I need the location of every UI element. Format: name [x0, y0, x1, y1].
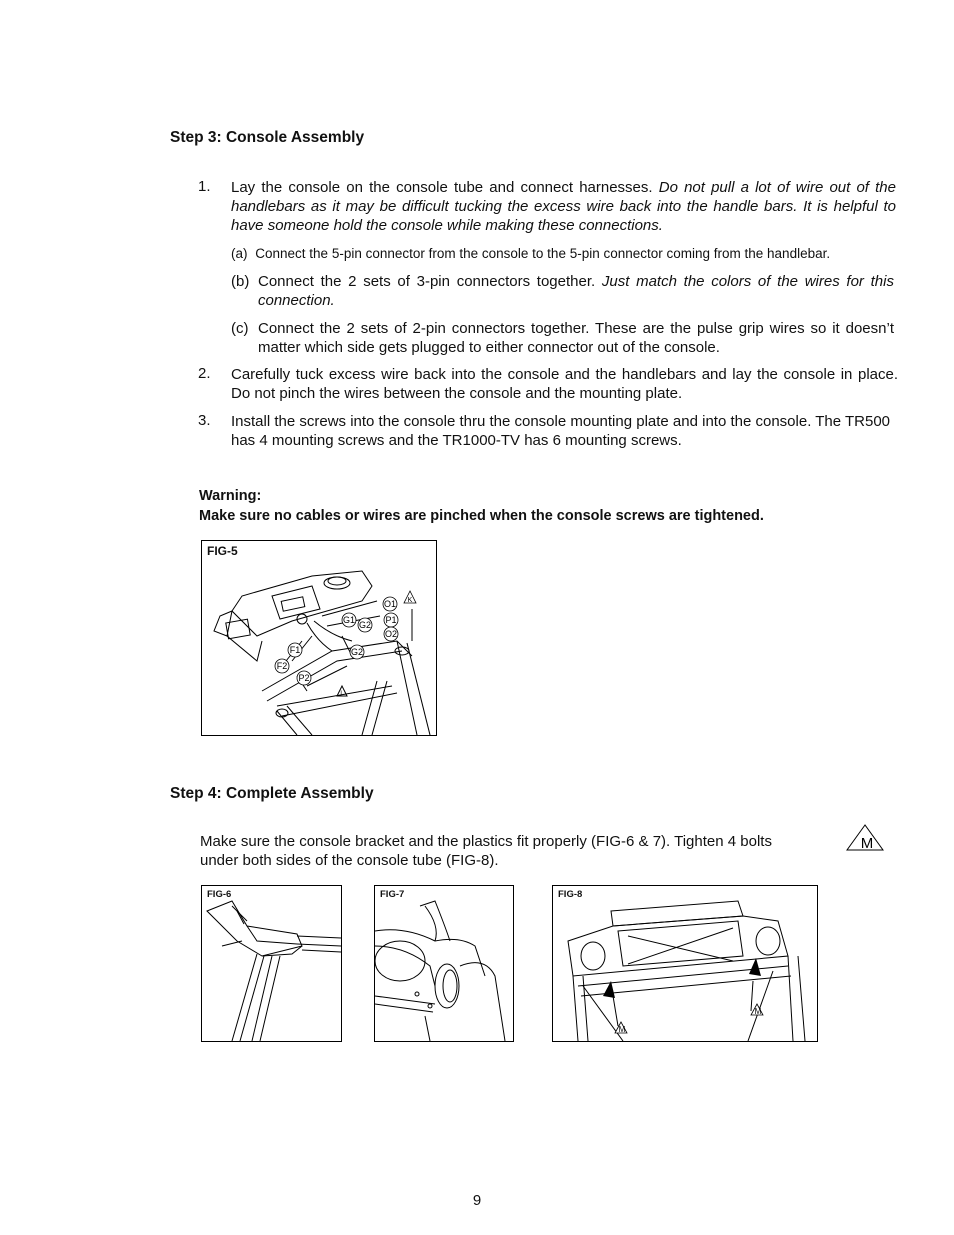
fig6-label: FIG-6 — [207, 889, 232, 900]
item-1-text — [231, 178, 896, 235]
fig6-drawing — [202, 886, 341, 1041]
bolt-m-symbol — [845, 823, 885, 853]
fig5-callout-o2: O2 — [384, 629, 398, 639]
item-1-italic: Do not pull a lot of wire out of the handlebars as it may be difficult tucking the excess wire back into the handle bars. It is helpful to have someone hold the console while making these connections. — [231, 179, 896, 234]
warning-title: Warning: — [199, 488, 262, 504]
warning-text: Make sure no cables or wires are pinched when the console screws are tightened. — [199, 508, 764, 524]
item-1-body: Lay the console on the console tube and connect harnesses. — [231, 179, 659, 196]
subitem-c-text: Connect the 2 sets of 2-pin connectors together. These are the pulse grip wires so it doesn’t matter which side gets plugged to either connector out of the console. — [258, 320, 894, 356]
subitem-a-letter: (a) — [231, 246, 248, 261]
fig5-callout-l: L — [340, 691, 344, 697]
subitem-b-italic: Just match the colors of the wires for this connection. — [258, 273, 894, 309]
fig5-illustration — [201, 540, 437, 736]
subitem-b-text — [258, 272, 894, 310]
fig5-callout-o1: O1 — [383, 599, 397, 609]
fig8-callout-m2: M — [754, 1007, 762, 1016]
item-3-number: 3. — [198, 412, 211, 429]
fig5-label: FIG-5 — [207, 544, 238, 558]
step4-heading: Step 4: Complete Assembly — [170, 785, 374, 802]
fig7-illustration — [374, 885, 514, 1042]
fig5-callout-f2: F2 — [276, 661, 288, 671]
fig8-callout-m1: M — [618, 1025, 626, 1034]
step3-heading: Step 3: Console Assembly — [170, 129, 365, 146]
page-number: 9 — [472, 1192, 482, 1209]
fig8-illustration — [552, 885, 818, 1042]
fig7-drawing — [375, 886, 513, 1041]
fig5-callout-p1: P1 — [385, 615, 397, 625]
subitem-c-letter: (c) — [231, 320, 249, 337]
fig5-callout-g2b: G2 — [350, 647, 364, 657]
fig6-illustration — [201, 885, 342, 1042]
subitem-b-letter: (b) — [231, 273, 250, 290]
fig7-label: FIG-7 — [380, 889, 405, 900]
subitem-a — [231, 244, 901, 263]
subitem-b-body: Connect the 2 sets of 3-pin connectors together. — [258, 273, 602, 290]
fig5-callout-g2: G2 — [358, 620, 372, 630]
step4-text2: under both sides of the console tube (FIG-8). — [200, 852, 499, 869]
item-3-text: Install the screws into the console thru the console mounting plate and into the console. The TR500 has 4 mounting screws and the TR1000-TV has 6 mounting screws. — [231, 413, 891, 449]
fig5-callout-g1: G1 — [342, 615, 356, 625]
item-2-number: 2. — [198, 365, 211, 382]
fig5-drawing — [202, 541, 436, 735]
subitem-a-text: Connect the 5-pin connector from the console to the 5-pin connector coming from the handlebar. — [255, 246, 831, 261]
item-2-text: Carefully tuck excess wire back into the console and the handlebars and lay the console in place. Do not pinch the wires between the console and the mounting plate. — [231, 366, 898, 402]
fig5-callout-f1: F1 — [289, 645, 301, 655]
fig8-drawing — [553, 886, 817, 1041]
fig5-callout-k: K — [407, 597, 413, 604]
bolt-m-letter: M — [860, 835, 874, 852]
fig5-callout-p2: P2 — [298, 673, 310, 683]
step4-text: Make sure the console bracket and the plastics fit properly (FIG-6 & 7). Tighten 4 bolts — [200, 833, 772, 850]
fig8-label: FIG-8 — [558, 889, 583, 900]
item-1-number: 1. — [198, 178, 211, 195]
